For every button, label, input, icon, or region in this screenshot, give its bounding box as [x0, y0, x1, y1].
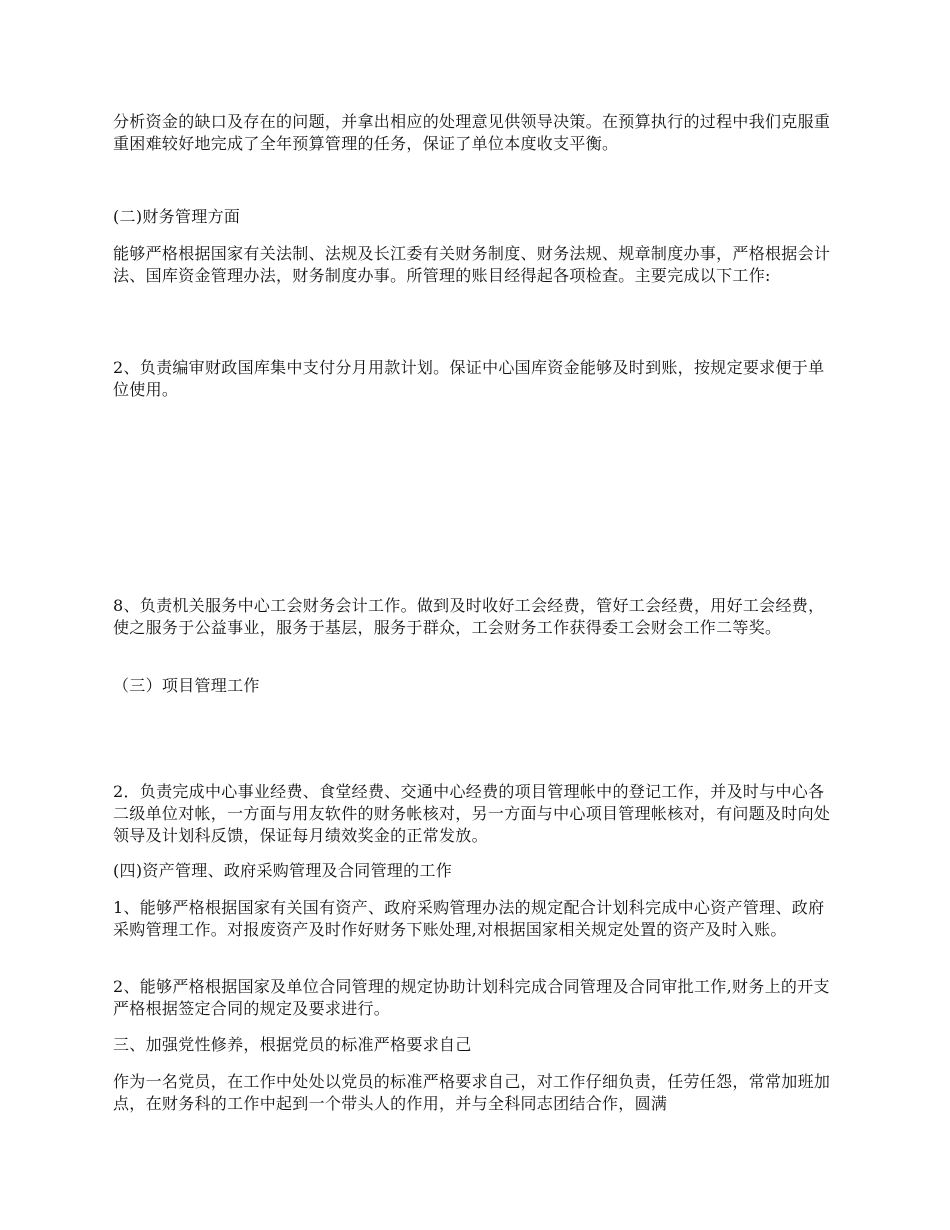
- paragraph-item-2-project: 2．负责完成中心事业经费、食堂经费、交通中心经费的项目管理帐中的登记工作，并及时与中心各二级单位对帐，一方面与用友软件的财务帐核对，另一方面与中心项目管理帐核对，有问题及时向处领导及计划科反馈，保证每月绩效奖金的正常发放。: [113, 782, 831, 845]
- heading-project-management: （三）项目管理工作: [113, 676, 260, 695]
- paragraph-party-member: 作为一名党员，在工作中处处以党员的标准严格要求自己，对工作仔细负责，任劳任怨，常常加班加点，在财务科的工作中起到一个带头人的作用，并与全科同志团结合作，圆满: [113, 1072, 831, 1113]
- paragraph-item-2-contracts: 2、能够严格根据国家及单位合同管理的规定协助计划科完成合同管理及合同审批工作,财务上的开支严格根据签定合同的规定及要求进行。: [113, 977, 830, 1018]
- paragraph-item-1-assets: 1、能够严格根据国家有关国有资产、政府采购管理办法的规定配合计划科完成中心资产管理、政府采购管理工作。对报废资产及时作好财务下账处理,对根据国家相关规定处置的资产及时入账。: [113, 898, 825, 939]
- paragraph-item-8-union: 8、负责机关服务中心工会财务会计工作。做到及时收好工会经费，管好工会经费，用好工会经费，使之服务于公益事业，服务于基层，服务于群众，工会财务工作获得委工会财会工作二等奖。: [113, 596, 825, 637]
- heading-party-cultivation: 三、加强党性修养，根据党员的标准严格要求自己: [113, 1035, 472, 1054]
- heading-financial-management: (二)财务管理方面: [113, 207, 241, 226]
- paragraph-item-2-treasury: 2、负责编审财政国库集中支付分月用款计划。保证中心国库资金能够及时到账，按规定要求便于单位使用。: [113, 358, 825, 399]
- paragraph-budget-summary: 分析资金的缺口及存在的问题，并拿出相应的处理意见供领导决策。在预算执行的过程中我们克服重重困难较好地完成了全年预算管理的任务，保证了单位本度收支平衡。: [113, 112, 831, 153]
- heading-asset-procurement: (四)资产管理、政府采购管理及合同管理的工作: [113, 861, 453, 880]
- paragraph-financial-management: 能够严格根据国家有关法制、法规及长江委有关财务制度、财务法规、规章制度办事，严格根据会计法、国库资金管理办法，财务制度办事。所管理的账目经得起各项检查。主要完成以下工作:: [113, 244, 831, 285]
